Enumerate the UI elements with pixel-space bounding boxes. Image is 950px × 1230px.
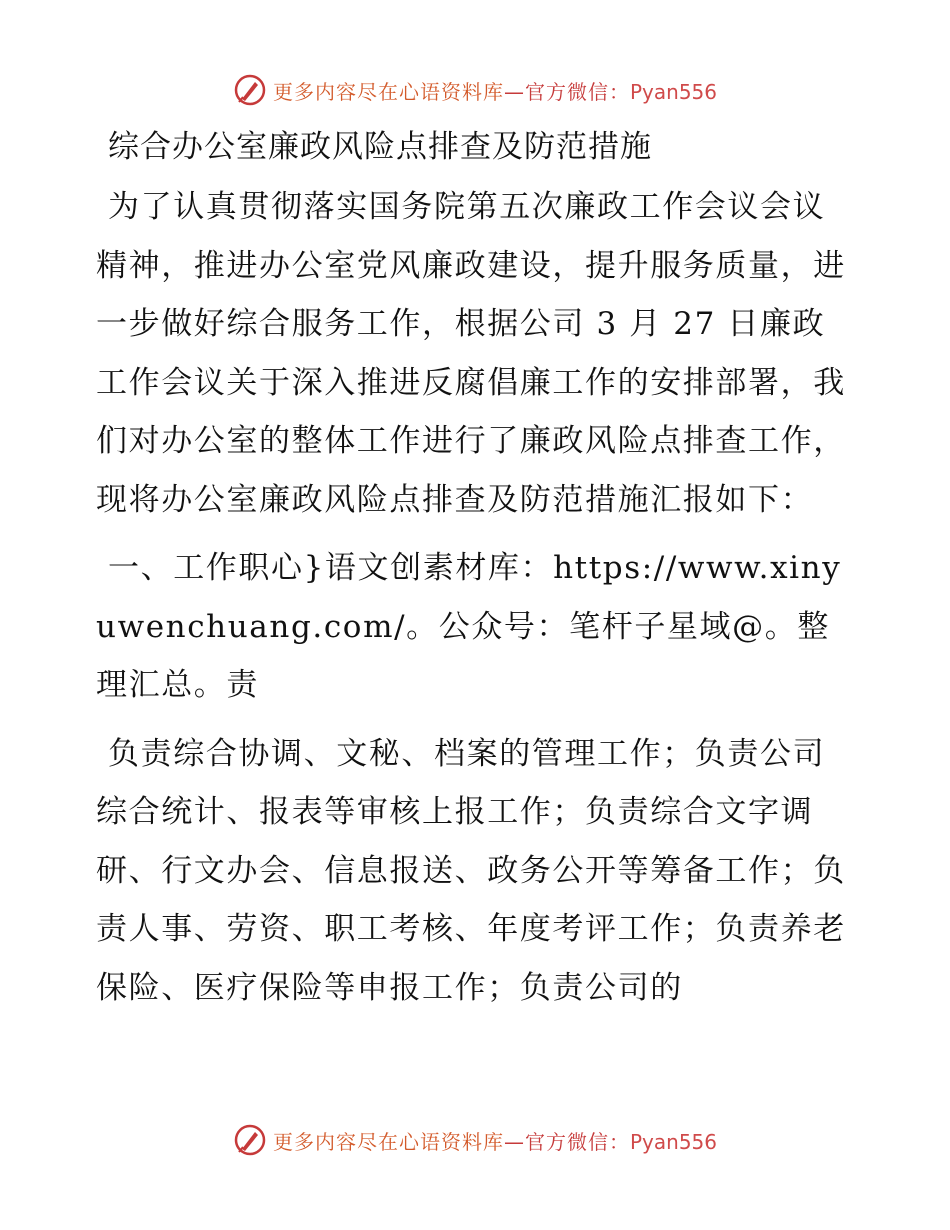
watermark-prefix: 更多内容尽在心语资料库: [272, 79, 504, 104]
paragraph-section-one: 一、工作职心}语文创素材库：https://www.xinyuwenchuang.com/。公众号：笔杆子星域@。整理汇总。责: [96, 550, 842, 703]
watermark-prefix: 更多内容尽在心语资料库: [272, 1129, 504, 1154]
watermark-footer: [0, 1120, 950, 1160]
document-title: 综合办公室廉政风险点排查及防范措施: [108, 129, 652, 165]
watermark-official: 官方微信：: [524, 1129, 630, 1154]
watermark-dash: —: [503, 79, 525, 104]
watermark-wechat-id: Pyan556: [629, 79, 717, 104]
paragraph-intro: 为了认真贯彻落实国务院第五次廉政工作会议会议精神，推进办公室党风廉政建设，提升服务质量，进一步做好综合服务工作，根据公司 3 月 27 日廉政工作会议关于深入推进反腐倡廉工作的安排部署，我们对办公室的整体工作进行了廉政风险点排查工作，现将办公室廉政风险点排查及防范措施汇报如下：: [96, 189, 846, 518]
quill-logo-icon: [233, 73, 267, 107]
paragraph-responsibilities: 负责综合协调、文秘、档案的管理工作；负责公司综合统计、报表等审核上报工作；负责综合文字调研、行文办会、信息报送、政务公开等筹备工作；负责人事、劳资、职工考核、年度考评工作；负责养老保险、医疗保险等申报工作；负责公司的: [96, 735, 846, 1006]
watermark-header: [0, 70, 950, 110]
watermark-text: [273, 76, 717, 105]
quill-logo-icon: [233, 1123, 267, 1157]
watermark-official: 官方微信：: [524, 79, 630, 104]
watermark-text: [273, 1126, 717, 1155]
document-body: [96, 122, 856, 1027]
watermark-wechat-id: Pyan556: [629, 1129, 717, 1154]
watermark-dash: —: [503, 1129, 525, 1154]
